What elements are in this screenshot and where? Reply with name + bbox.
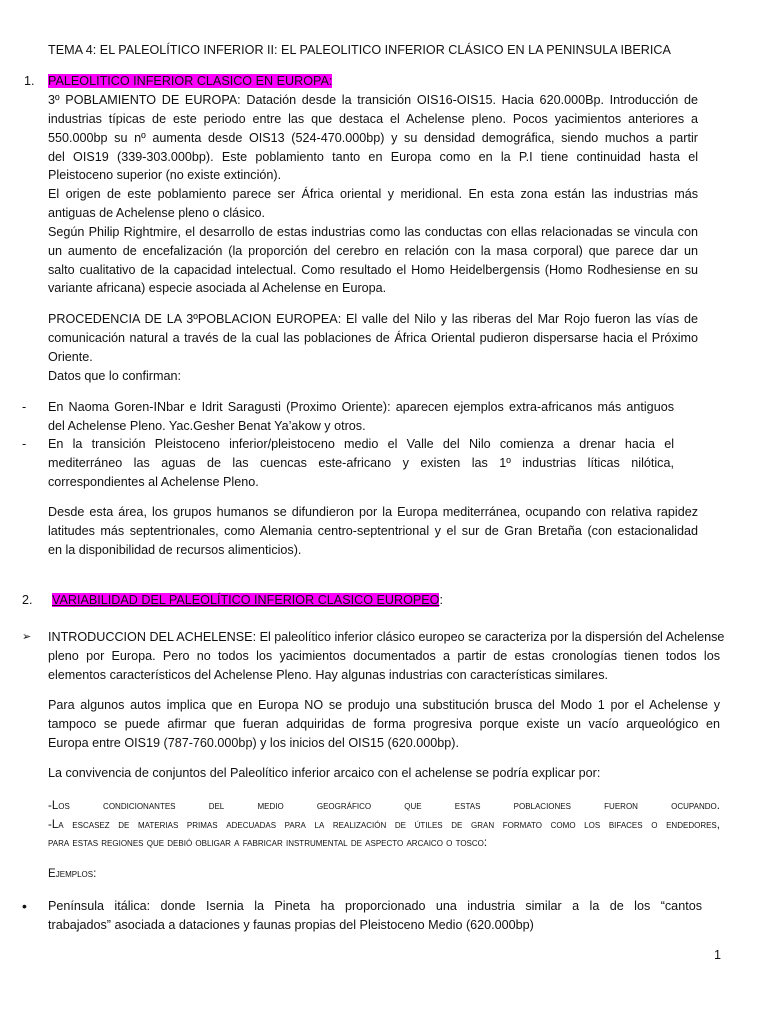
paragraph-line: variante africana) especie asociada al Achelense en Europa.: [48, 281, 387, 295]
intro-line: elementos característicos del Achelense Pleno. Hay algunas industrias con características similares.: [48, 668, 608, 682]
dash-bullet-marker: -: [22, 400, 27, 414]
bullet-line: del Achelense Pleno. Yac.Gesher Benat Ya’akow y otros.: [48, 419, 366, 433]
bullet-line: mediterráneo las aguas de las cuencas este-africano y existen las 1º industrias líticas nilótica,: [48, 456, 674, 470]
paragraph-line: El origen de este poblamiento parece ser África oriental y meridional. En esta zona están las industrias más: [48, 187, 698, 201]
paragraph-line: 550.000bp su nº aumenta desde OIS13 (524-470.000bp) y su densidad demográfica, siendo muchos a partir: [48, 131, 698, 145]
paragraph-line: comunicación natural a través de la cual las poblaciones de África Oriental pudieron dispersarse hacia el Próximo: [48, 331, 698, 345]
section-2-heading-colon: :: [439, 593, 443, 607]
smallcaps-line: -Los condicionantes del medio geográfico que estas poblaciones fueron ocupando.: [48, 799, 720, 812]
paragraph-line: tampoco se puede afirmar que fueran adquiridas de forma progresiva porque existe un vacío arqueológico en: [48, 717, 720, 731]
dash-bullet-marker: -: [22, 437, 27, 451]
paragraph-line: PROCEDENCIA DE LA 3ºPOBLACION EUROPEA: El valle del Nilo y las riberas del Mar Rojo fueron las vías de: [48, 312, 698, 326]
section-1-heading: PALEOLITICO INFERIOR CLASICO EN EUROPA:: [48, 74, 333, 88]
paragraph-line: salto cualitativo de la capacidad intelectual. Como resultado el Homo Heidelbergensis (Homo Rodhesiense en su: [48, 263, 698, 277]
paragraph-line: Para algunos autos implica que en Europa NO se produjo una substitución brusca del Modo 1 por el Achelense y: [48, 698, 720, 712]
page-number: 1: [714, 948, 722, 962]
intro-line: INTRODUCCION DEL ACHELENSE: El paleolítico inferior clásico europeo se caracteriza por la dispersión del Achelense: [48, 630, 725, 644]
paragraph-line: antiguas de Achelense pleno o clásico.: [48, 206, 266, 220]
section-2-heading: VARIABILIDAD DEL PALEOLÍTICO INFERIOR CLASICO EUROPEO: [52, 593, 440, 607]
section-1-number: 1.: [24, 74, 35, 88]
document-title: TEMA 4: EL PALEOLÍTICO INFERIOR II: EL PALEOLITICO INFERIOR CLÁSICO EN LA PENINSULA IBERICA: [48, 43, 671, 57]
paragraph-line: latitudes más septentrionales, como Alemania centro-septentrional y el sur de Gran Bretaña (con estacionalidad: [48, 524, 698, 538]
smallcaps-line: -La escasez de materias primas adecuadas para la realización de útiles de gran formato como los bifaces o endedores,: [48, 818, 720, 831]
bullet-line: En Naoma Goren-INbar e Idrit Saragusti (Proximo Oriente): aparecen ejemplos extra-africanos más antiguos: [48, 400, 674, 414]
bullet-line: En la transición Pleistoceno inferior/pleistoceno medio el Valle del Nilo comienza a drenar hacia el: [48, 437, 674, 451]
paragraph-line: del OIS19 (339-303.000bp). Este poblamiento tanto en Europa como en la P.I tiene continuidad hasta el: [48, 150, 698, 164]
paragraph-line: en la disponibilidad de recursos alimenticios).: [48, 543, 302, 557]
paragraph-line: Desde esta área, los grupos humanos se difundieron por la Europa mediterránea, ocupando con relativa rapidez: [48, 505, 698, 519]
intro-line: pleno por Europa. Pero no todos los yacimientos documentados a partir de estas cronologías tienen todos los: [48, 649, 720, 663]
paragraph-line: Pleistoceno superior (no existe extinción).: [48, 168, 282, 182]
examples-label: Ejemplos:: [48, 867, 97, 880]
example-line: trabajados” asociada a dataciones y faunas propias del Pleistoceno Medio (620.000bp): [48, 918, 534, 932]
smallcaps-line: para estas regiones que debió obligar a fabricar instrumental de aspecto arcaico o tosco:: [48, 836, 488, 849]
example-line: Península itálica: donde Isernia la Pineta ha proporcionado una industria similar a la de los “cantos: [48, 899, 702, 913]
arrow-bullet-icon: ➢: [22, 631, 32, 643]
paragraph-line: 3º POBLAMIENTO DE EUROPA: Datación desde la transición OIS16-OIS15. Hacia 620.000Bp. Introducción de: [48, 93, 698, 107]
paragraph-line: Según Philip Rightmire, el desarrollo de estas industrias como las conductas con ellas relacionadas se vincula con: [48, 225, 698, 239]
paragraph-line: Datos que lo confirman:: [48, 369, 182, 383]
paragraph-line: industrias típicas de este periodo entre las que destaca el Achelense pleno. Pocos yacimientos anteriores a: [48, 112, 698, 126]
dot-bullet-marker: •: [22, 898, 27, 914]
paragraph-line: La convivencia de conjuntos del Paleolítico inferior arcaico con el achelense se podría explicar por:: [48, 766, 601, 780]
paragraph-line: un aumento de encefalización (la proporción del cerebro en relación con la masa corporal) que parece dar un: [48, 244, 698, 258]
paragraph-line: Europa entre OIS19 (787-760.000bp) y los inicios del OIS15 (620.000bp).: [48, 736, 459, 750]
section-2-number: 2.: [22, 593, 33, 607]
paragraph-line: Oriente.: [48, 350, 93, 364]
bullet-line: correspondientes al Achelense Pleno.: [48, 475, 259, 489]
